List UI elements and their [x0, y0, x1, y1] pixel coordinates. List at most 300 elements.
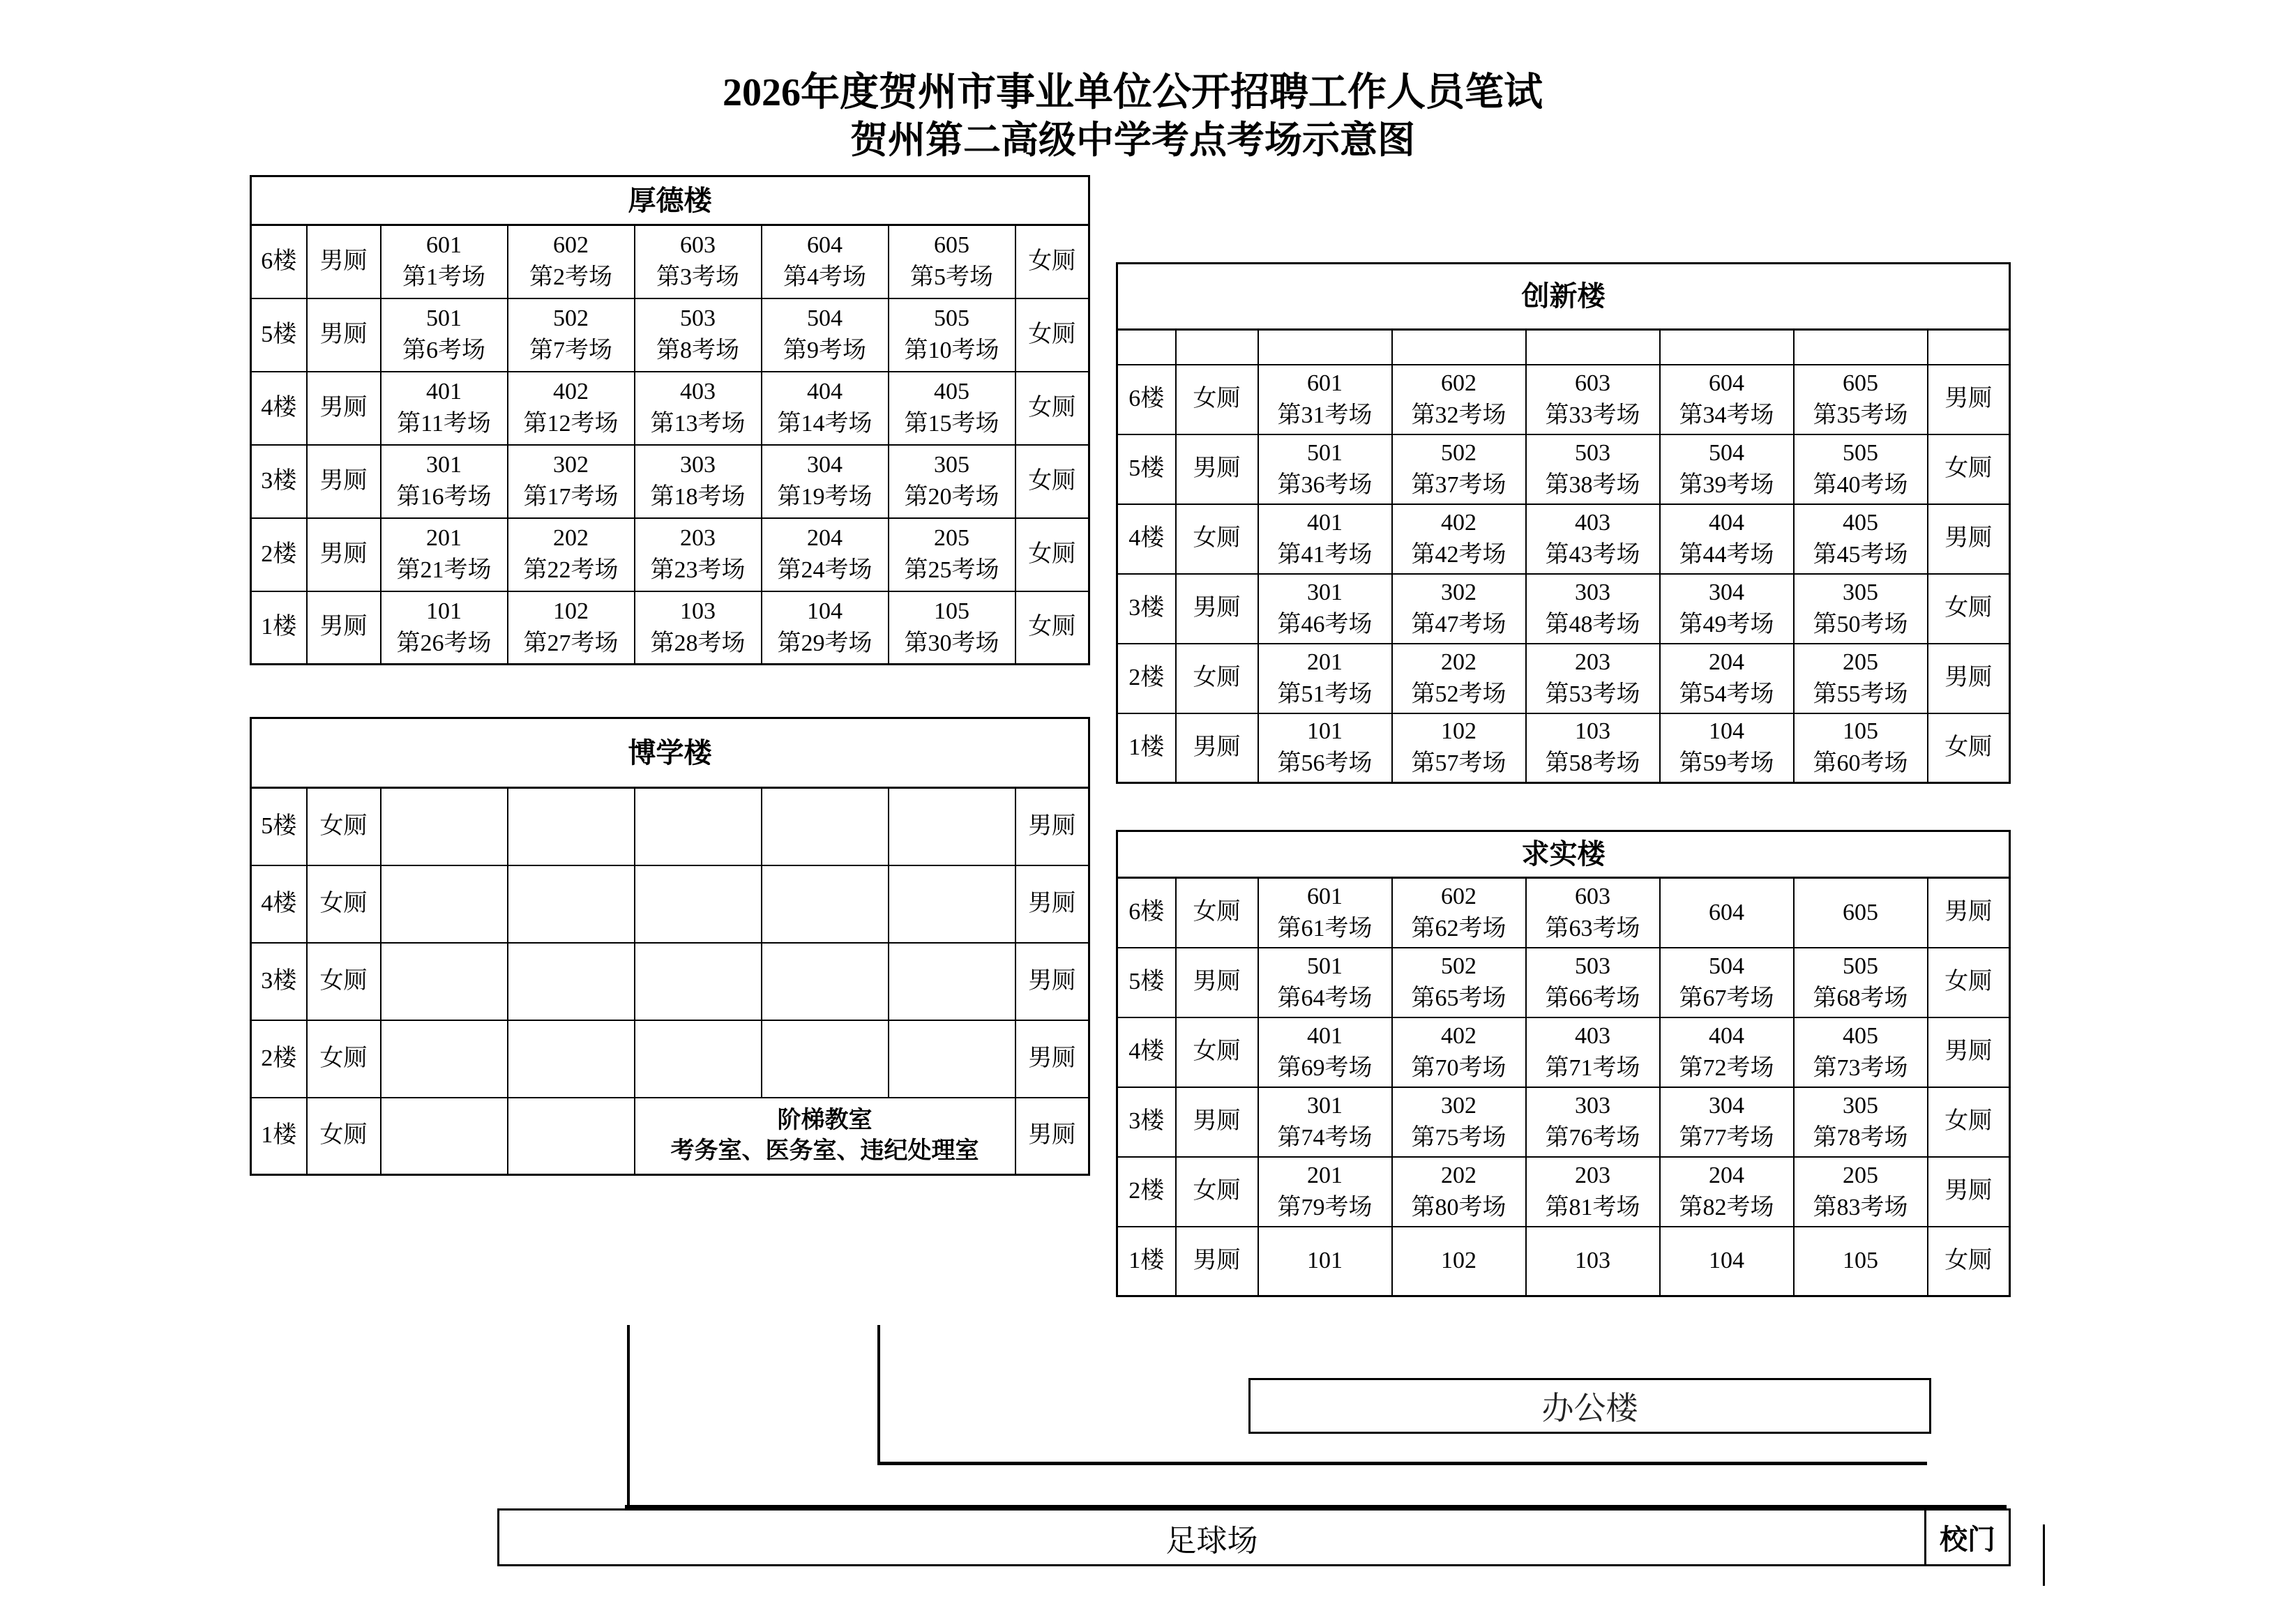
room-cell	[1660, 878, 1794, 948]
toilet-cell: 男厕	[1176, 434, 1258, 504]
exam-room-label: 第35考场	[1813, 402, 1908, 428]
spacer-cell	[1928, 330, 2010, 365]
toilet-cell: 男厕	[307, 372, 381, 445]
room-cell	[1392, 434, 1526, 504]
room-cell	[1526, 574, 1660, 644]
exam-room-label: 第64考场	[1277, 985, 1373, 1011]
exam-room-label: 第63考场	[1545, 915, 1640, 941]
empty-room-cell	[889, 1020, 1015, 1098]
exam-room-label: 第42考场	[1411, 541, 1506, 568]
room-number: 205	[934, 525, 969, 551]
floor-row	[251, 518, 1089, 591]
exam-room-label: 第69考场	[1277, 1054, 1373, 1081]
exam-room-label: 第41考场	[1277, 541, 1373, 568]
room-number: 101	[1307, 1248, 1343, 1274]
room-number: 101	[426, 598, 462, 624]
floor-row	[1117, 1227, 2010, 1296]
room-cell	[508, 225, 635, 298]
spacer-cell	[1660, 330, 1794, 365]
room-number: 405	[1843, 509, 1878, 536]
school-gate-label: 校门	[1940, 1524, 1995, 1555]
page-title-line1: 2026年度贺州市事业单位公开招聘工作人员笔试	[723, 71, 1543, 114]
floor-label-cell: 4楼	[251, 372, 307, 445]
exam-room-label: 第58考场	[1545, 750, 1640, 777]
room-number: 303	[1575, 579, 1610, 605]
exam-room-label: 第34考场	[1679, 402, 1774, 428]
room-cell	[1258, 644, 1392, 713]
exam-room-label: 第28考场	[650, 630, 746, 656]
room-cell	[889, 225, 1015, 298]
exam-room-label: 第54考场	[1679, 681, 1774, 707]
toilet-cell: 男厕	[1176, 1087, 1258, 1157]
room-cell	[1526, 1017, 1660, 1087]
room-cell	[1392, 504, 1526, 574]
room-number: 202	[1441, 649, 1476, 675]
room-cell	[1258, 574, 1392, 644]
toilet-cell: 女厕	[1928, 1087, 2010, 1157]
room-cell	[381, 372, 508, 445]
room-cell	[889, 518, 1015, 591]
floor-row	[251, 788, 1089, 865]
floor-label-cell: 6楼	[1117, 878, 1176, 948]
floor-row	[251, 591, 1089, 665]
toilet-cell: 女厕	[307, 943, 381, 1020]
floor-row	[251, 225, 1089, 298]
room-cell	[1794, 1157, 1928, 1227]
page-title-line2: 贺州第二高级中学考点考场示意图	[850, 119, 1415, 161]
floor-label-cell: 1楼	[1117, 713, 1176, 783]
room-cell	[508, 591, 635, 665]
exam-room-label: 第48考场	[1545, 611, 1640, 637]
room-cell	[635, 518, 762, 591]
exam-room-label: 第29考场	[777, 630, 873, 656]
building-table-boxue	[250, 717, 1090, 1176]
room-number: 601	[1307, 370, 1343, 396]
room-cell	[1794, 948, 1928, 1017]
floor-row	[1117, 1157, 2010, 1227]
room-cell	[762, 591, 889, 665]
exam-room-label: 第30考场	[904, 630, 999, 656]
exam-room-label: 第60考场	[1813, 750, 1908, 777]
room-cell	[1392, 644, 1526, 713]
room-number: 502	[1441, 953, 1476, 979]
exam-room-label: 第56考场	[1277, 750, 1373, 777]
exam-room-label: 第17考场	[523, 484, 619, 510]
football-field-cell	[499, 1511, 1926, 1564]
exam-room-label: 第59考场	[1679, 750, 1774, 777]
room-cell	[1526, 1227, 1660, 1296]
room-cell	[1392, 713, 1526, 783]
room-number: 605	[1843, 370, 1878, 396]
room-number: 201	[1307, 649, 1343, 675]
exam-room-label: 第50考场	[1813, 611, 1908, 637]
room-number: 203	[680, 525, 716, 551]
room-number: 102	[1441, 1248, 1476, 1274]
floor-row	[1117, 644, 2010, 713]
room-number: 304	[1709, 579, 1744, 605]
toilet-cell: 女厕	[1015, 298, 1089, 372]
room-number: 403	[1575, 1022, 1610, 1049]
empty-room-cell	[762, 1020, 889, 1098]
room-number: 501	[1307, 953, 1343, 979]
exam-room-label: 第37考场	[1411, 471, 1506, 498]
floor-row	[1117, 878, 2010, 948]
room-number: 302	[553, 452, 589, 478]
exam-room-label: 第27考场	[523, 630, 619, 656]
floor-row	[1117, 504, 2010, 574]
exam-room-label: 第75考场	[1411, 1124, 1506, 1151]
room-number: 102	[1441, 718, 1476, 745]
room-number: 603	[1575, 370, 1610, 396]
empty-room-cell	[635, 865, 762, 943]
room-number: 105	[1843, 718, 1878, 745]
lecture-hall-label: 阶梯教室	[777, 1107, 873, 1133]
empty-room-cell	[508, 943, 635, 1020]
building-title-row	[1117, 831, 2010, 878]
room-number: 103	[1575, 1248, 1610, 1274]
exam-room-label: 第46考场	[1277, 611, 1373, 637]
exam-room-label: 第72考场	[1679, 1054, 1774, 1081]
toilet-cell: 男厕	[307, 518, 381, 591]
room-number: 305	[934, 452, 969, 478]
room-number: 303	[1575, 1092, 1610, 1119]
path-line-vertical-right	[877, 1325, 880, 1464]
empty-room-cell	[508, 788, 635, 865]
room-cell	[1660, 644, 1794, 713]
toilet-cell: 女厕	[1928, 574, 2010, 644]
exam-room-label: 第39考场	[1679, 471, 1774, 498]
room-cell	[1526, 713, 1660, 783]
room-cell	[1258, 1157, 1392, 1227]
room-number: 201	[426, 525, 462, 551]
building-title: 求实楼	[1117, 831, 2010, 878]
spacer-cell	[1117, 330, 1176, 365]
floor-label-cell: 3楼	[251, 445, 307, 518]
room-number: 402	[1441, 509, 1476, 536]
room-cell	[1392, 1157, 1526, 1227]
room-number: 404	[1709, 1022, 1744, 1049]
spacer-cell	[1258, 330, 1392, 365]
room-cell	[1794, 1017, 1928, 1087]
exam-room-label: 第52考场	[1411, 681, 1506, 707]
room-cell	[889, 372, 1015, 445]
room-number: 301	[1307, 1092, 1343, 1119]
empty-room-cell	[381, 865, 508, 943]
room-cell	[1794, 644, 1928, 713]
floor-row	[251, 943, 1089, 1020]
room-cell	[508, 372, 635, 445]
room-cell	[1526, 504, 1660, 574]
exam-room-label: 第45考场	[1813, 541, 1908, 568]
room-number: 402	[553, 379, 589, 404]
exam-room-label: 第26考场	[396, 630, 492, 656]
spacer-row	[1117, 330, 2010, 365]
room-cell	[1526, 644, 1660, 713]
exam-room-label: 第23考场	[650, 557, 746, 583]
room-number: 504	[807, 305, 843, 331]
spacer-cell	[1392, 330, 1526, 365]
toilet-cell: 男厕	[1176, 574, 1258, 644]
exam-room-label: 第21考场	[396, 557, 492, 583]
empty-room-cell	[381, 1020, 508, 1098]
room-number: 205	[1843, 1162, 1878, 1188]
exam-room-label: 第31考场	[1277, 402, 1373, 428]
room-cell	[889, 445, 1015, 518]
room-cell	[635, 445, 762, 518]
exam-room-label: 第6考场	[402, 338, 485, 363]
empty-room-cell	[508, 865, 635, 943]
building-title: 创新楼	[1117, 264, 2010, 330]
floor-label-cell: 5楼	[251, 298, 307, 372]
exam-room-label: 第49考场	[1679, 611, 1774, 637]
floor-label-cell: 4楼	[1117, 1017, 1176, 1087]
exam-room-label: 第1考场	[402, 264, 485, 291]
room-number: 204	[1709, 1162, 1744, 1188]
building-table-qiushi	[1116, 830, 2011, 1297]
floor-label-cell: 4楼	[251, 865, 307, 943]
room-cell	[1258, 1087, 1392, 1157]
room-number: 503	[1575, 439, 1610, 466]
floor-row	[1117, 434, 2010, 504]
room-number: 405	[934, 379, 969, 404]
exam-room-label: 第67考场	[1679, 985, 1774, 1011]
toilet-cell: 女厕	[307, 1098, 381, 1175]
exam-room-label: 第2考场	[529, 264, 612, 291]
room-cell	[1392, 948, 1526, 1017]
exam-room-label: 第20考场	[904, 484, 999, 510]
room-number: 103	[680, 598, 716, 624]
room-number: 301	[1307, 579, 1343, 605]
room-cell	[381, 518, 508, 591]
room-number: 104	[1709, 1248, 1744, 1274]
toilet-cell: 女厕	[1928, 1227, 2010, 1296]
exam-room-label: 第55考场	[1813, 681, 1908, 707]
building-table-houde	[250, 175, 1090, 665]
floor-label-cell: 1楼	[251, 591, 307, 665]
exam-room-label: 第61考场	[1277, 915, 1373, 941]
toilet-cell: 男厕	[1176, 948, 1258, 1017]
exam-room-label: 第11考场	[397, 411, 491, 437]
exam-room-label: 第5考场	[910, 264, 993, 291]
empty-room-cell	[762, 788, 889, 865]
empty-room-cell	[635, 943, 762, 1020]
room-cell	[1258, 504, 1392, 574]
room-number: 604	[1709, 370, 1744, 396]
exam-room-label: 第8考场	[656, 338, 739, 363]
exam-room-label: 第19考场	[777, 484, 873, 510]
toilet-cell: 女厕	[1015, 225, 1089, 298]
room-cell	[1794, 504, 1928, 574]
room-cell	[762, 372, 889, 445]
floor-label-cell: 3楼	[1117, 574, 1176, 644]
room-number: 503	[1575, 953, 1610, 979]
room-cell	[762, 518, 889, 591]
toilet-cell: 女厕	[1015, 445, 1089, 518]
room-cell	[1660, 1087, 1794, 1157]
room-number: 401	[1307, 1022, 1343, 1049]
room-number: 204	[807, 525, 843, 551]
exam-room-label: 第38考场	[1545, 471, 1640, 498]
room-number: 105	[934, 598, 969, 624]
exam-room-label: 第22考场	[523, 557, 619, 583]
room-number: 304	[807, 452, 843, 478]
room-cell	[1660, 1017, 1794, 1087]
toilet-cell: 女厕	[307, 788, 381, 865]
building-title: 博学楼	[251, 718, 1089, 788]
exam-room-label: 第32考场	[1411, 402, 1506, 428]
exam-room-label: 第3考场	[656, 264, 739, 291]
room-number: 404	[807, 379, 843, 404]
empty-room-cell	[508, 1098, 635, 1175]
room-number: 203	[1575, 1162, 1610, 1188]
floor-label-cell: 4楼	[1117, 504, 1176, 574]
room-number: 602	[1441, 883, 1476, 909]
exam-room-label: 第10考场	[904, 338, 999, 363]
room-number: 504	[1709, 439, 1744, 466]
room-cell	[635, 298, 762, 372]
exam-room-label: 第65考场	[1411, 985, 1506, 1011]
empty-room-cell	[635, 1020, 762, 1098]
toilet-cell: 男厕	[1928, 644, 2010, 713]
room-number: 605	[1843, 899, 1878, 925]
building-title-row	[1117, 264, 2010, 330]
room-number: 204	[1709, 649, 1744, 675]
floor-label-cell: 5楼	[1117, 434, 1176, 504]
floor-label-cell: 1楼	[251, 1098, 307, 1175]
exam-room-label: 第13考场	[650, 411, 746, 437]
room-cell	[1526, 434, 1660, 504]
path-line-vertical-left	[627, 1325, 630, 1508]
room-number: 501	[1307, 439, 1343, 466]
room-number: 502	[553, 305, 589, 331]
room-number: 505	[1843, 953, 1878, 979]
toilet-cell: 男厕	[1015, 788, 1089, 865]
toilet-cell: 男厕	[1928, 1017, 2010, 1087]
exam-room-label: 第78考场	[1813, 1124, 1908, 1151]
room-number: 501	[426, 305, 462, 331]
toilet-cell: 男厕	[1015, 1020, 1089, 1098]
floor-label-cell: 2楼	[251, 1020, 307, 1098]
floor-row	[1117, 1017, 2010, 1087]
exam-room-label: 第43考场	[1545, 541, 1640, 568]
toilet-cell: 男厕	[307, 225, 381, 298]
room-cell	[1392, 365, 1526, 434]
room-cell	[1526, 948, 1660, 1017]
empty-room-cell	[889, 943, 1015, 1020]
room-cell	[508, 298, 635, 372]
room-cell	[1392, 1017, 1526, 1087]
room-cell	[1526, 878, 1660, 948]
room-number: 503	[680, 305, 716, 331]
spacer-cell	[1794, 330, 1928, 365]
toilet-cell: 女厕	[1928, 713, 2010, 783]
room-number: 505	[1843, 439, 1878, 466]
room-cell	[1526, 1087, 1660, 1157]
toilet-cell: 女厕	[1928, 948, 2010, 1017]
room-number: 602	[1441, 370, 1476, 396]
floor-row	[251, 1020, 1089, 1098]
exam-room-label: 第40考场	[1813, 471, 1908, 498]
toilet-cell: 男厕	[307, 591, 381, 665]
exam-room-label: 第24考场	[777, 557, 873, 583]
toilet-cell: 男厕	[1928, 878, 2010, 948]
room-cell	[635, 225, 762, 298]
exam-room-label: 第47考场	[1411, 611, 1506, 637]
room-cell	[889, 591, 1015, 665]
room-number: 201	[1307, 1162, 1343, 1188]
room-number: 104	[1709, 718, 1744, 745]
room-number: 304	[1709, 1092, 1744, 1119]
toilet-cell: 男厕	[307, 445, 381, 518]
toilet-cell: 男厕	[1928, 504, 2010, 574]
room-number: 102	[553, 598, 589, 624]
exam-room-label: 第33考场	[1545, 402, 1640, 428]
room-cell	[1258, 365, 1392, 434]
room-cell	[762, 445, 889, 518]
room-number: 604	[807, 232, 843, 259]
floor-label-cell: 1楼	[1117, 1227, 1176, 1296]
floor-row	[251, 372, 1089, 445]
building-table-chuangxin	[1116, 262, 2011, 784]
exam-room-label: 第82考场	[1679, 1194, 1774, 1220]
room-cell	[1794, 434, 1928, 504]
room-cell	[1392, 878, 1526, 948]
floor-label-cell: 6楼	[251, 225, 307, 298]
exam-room-label: 第81考场	[1545, 1194, 1640, 1220]
exam-room-label: 第71考场	[1545, 1054, 1640, 1081]
room-number: 605	[934, 232, 969, 259]
room-cell	[1660, 713, 1794, 783]
exam-room-label: 第16考场	[396, 484, 492, 510]
room-cell	[1660, 434, 1794, 504]
room-cell	[381, 445, 508, 518]
empty-room-cell	[762, 865, 889, 943]
room-cell	[1392, 574, 1526, 644]
room-cell	[1660, 365, 1794, 434]
toilet-cell: 男厕	[1015, 943, 1089, 1020]
toilet-cell: 男厕	[1176, 713, 1258, 783]
exam-room-label: 第77考场	[1679, 1124, 1774, 1151]
floor-row	[1117, 574, 2010, 644]
room-cell	[1258, 878, 1392, 948]
room-cell	[381, 225, 508, 298]
office-building-label: 办公楼	[1541, 1391, 1638, 1426]
building-title-row	[251, 176, 1089, 225]
exam-room-label: 第57考场	[1411, 750, 1506, 777]
room-number: 202	[1441, 1162, 1476, 1188]
exam-room-label: 第68考场	[1813, 985, 1908, 1011]
path-line-horizontal	[877, 1462, 1927, 1465]
room-number: 402	[1441, 1022, 1476, 1049]
exam-room-label: 第36考场	[1277, 471, 1373, 498]
empty-room-cell	[889, 865, 1015, 943]
special-rooms-cell	[635, 1098, 1015, 1175]
toilet-cell: 女厕	[1176, 504, 1258, 574]
exam-room-label: 第4考场	[783, 264, 866, 291]
room-number: 603	[1575, 883, 1610, 909]
floor-row	[251, 298, 1089, 372]
toilet-cell: 男厕	[1928, 1157, 2010, 1227]
toilet-cell: 女厕	[1015, 372, 1089, 445]
room-number: 205	[1843, 649, 1878, 675]
room-cell	[1794, 713, 1928, 783]
room-number: 301	[426, 452, 462, 478]
room-number: 502	[1441, 439, 1476, 466]
floor-row	[251, 1098, 1089, 1175]
room-number: 303	[680, 452, 716, 478]
toilet-cell: 女厕	[1176, 878, 1258, 948]
room-cell	[1258, 434, 1392, 504]
